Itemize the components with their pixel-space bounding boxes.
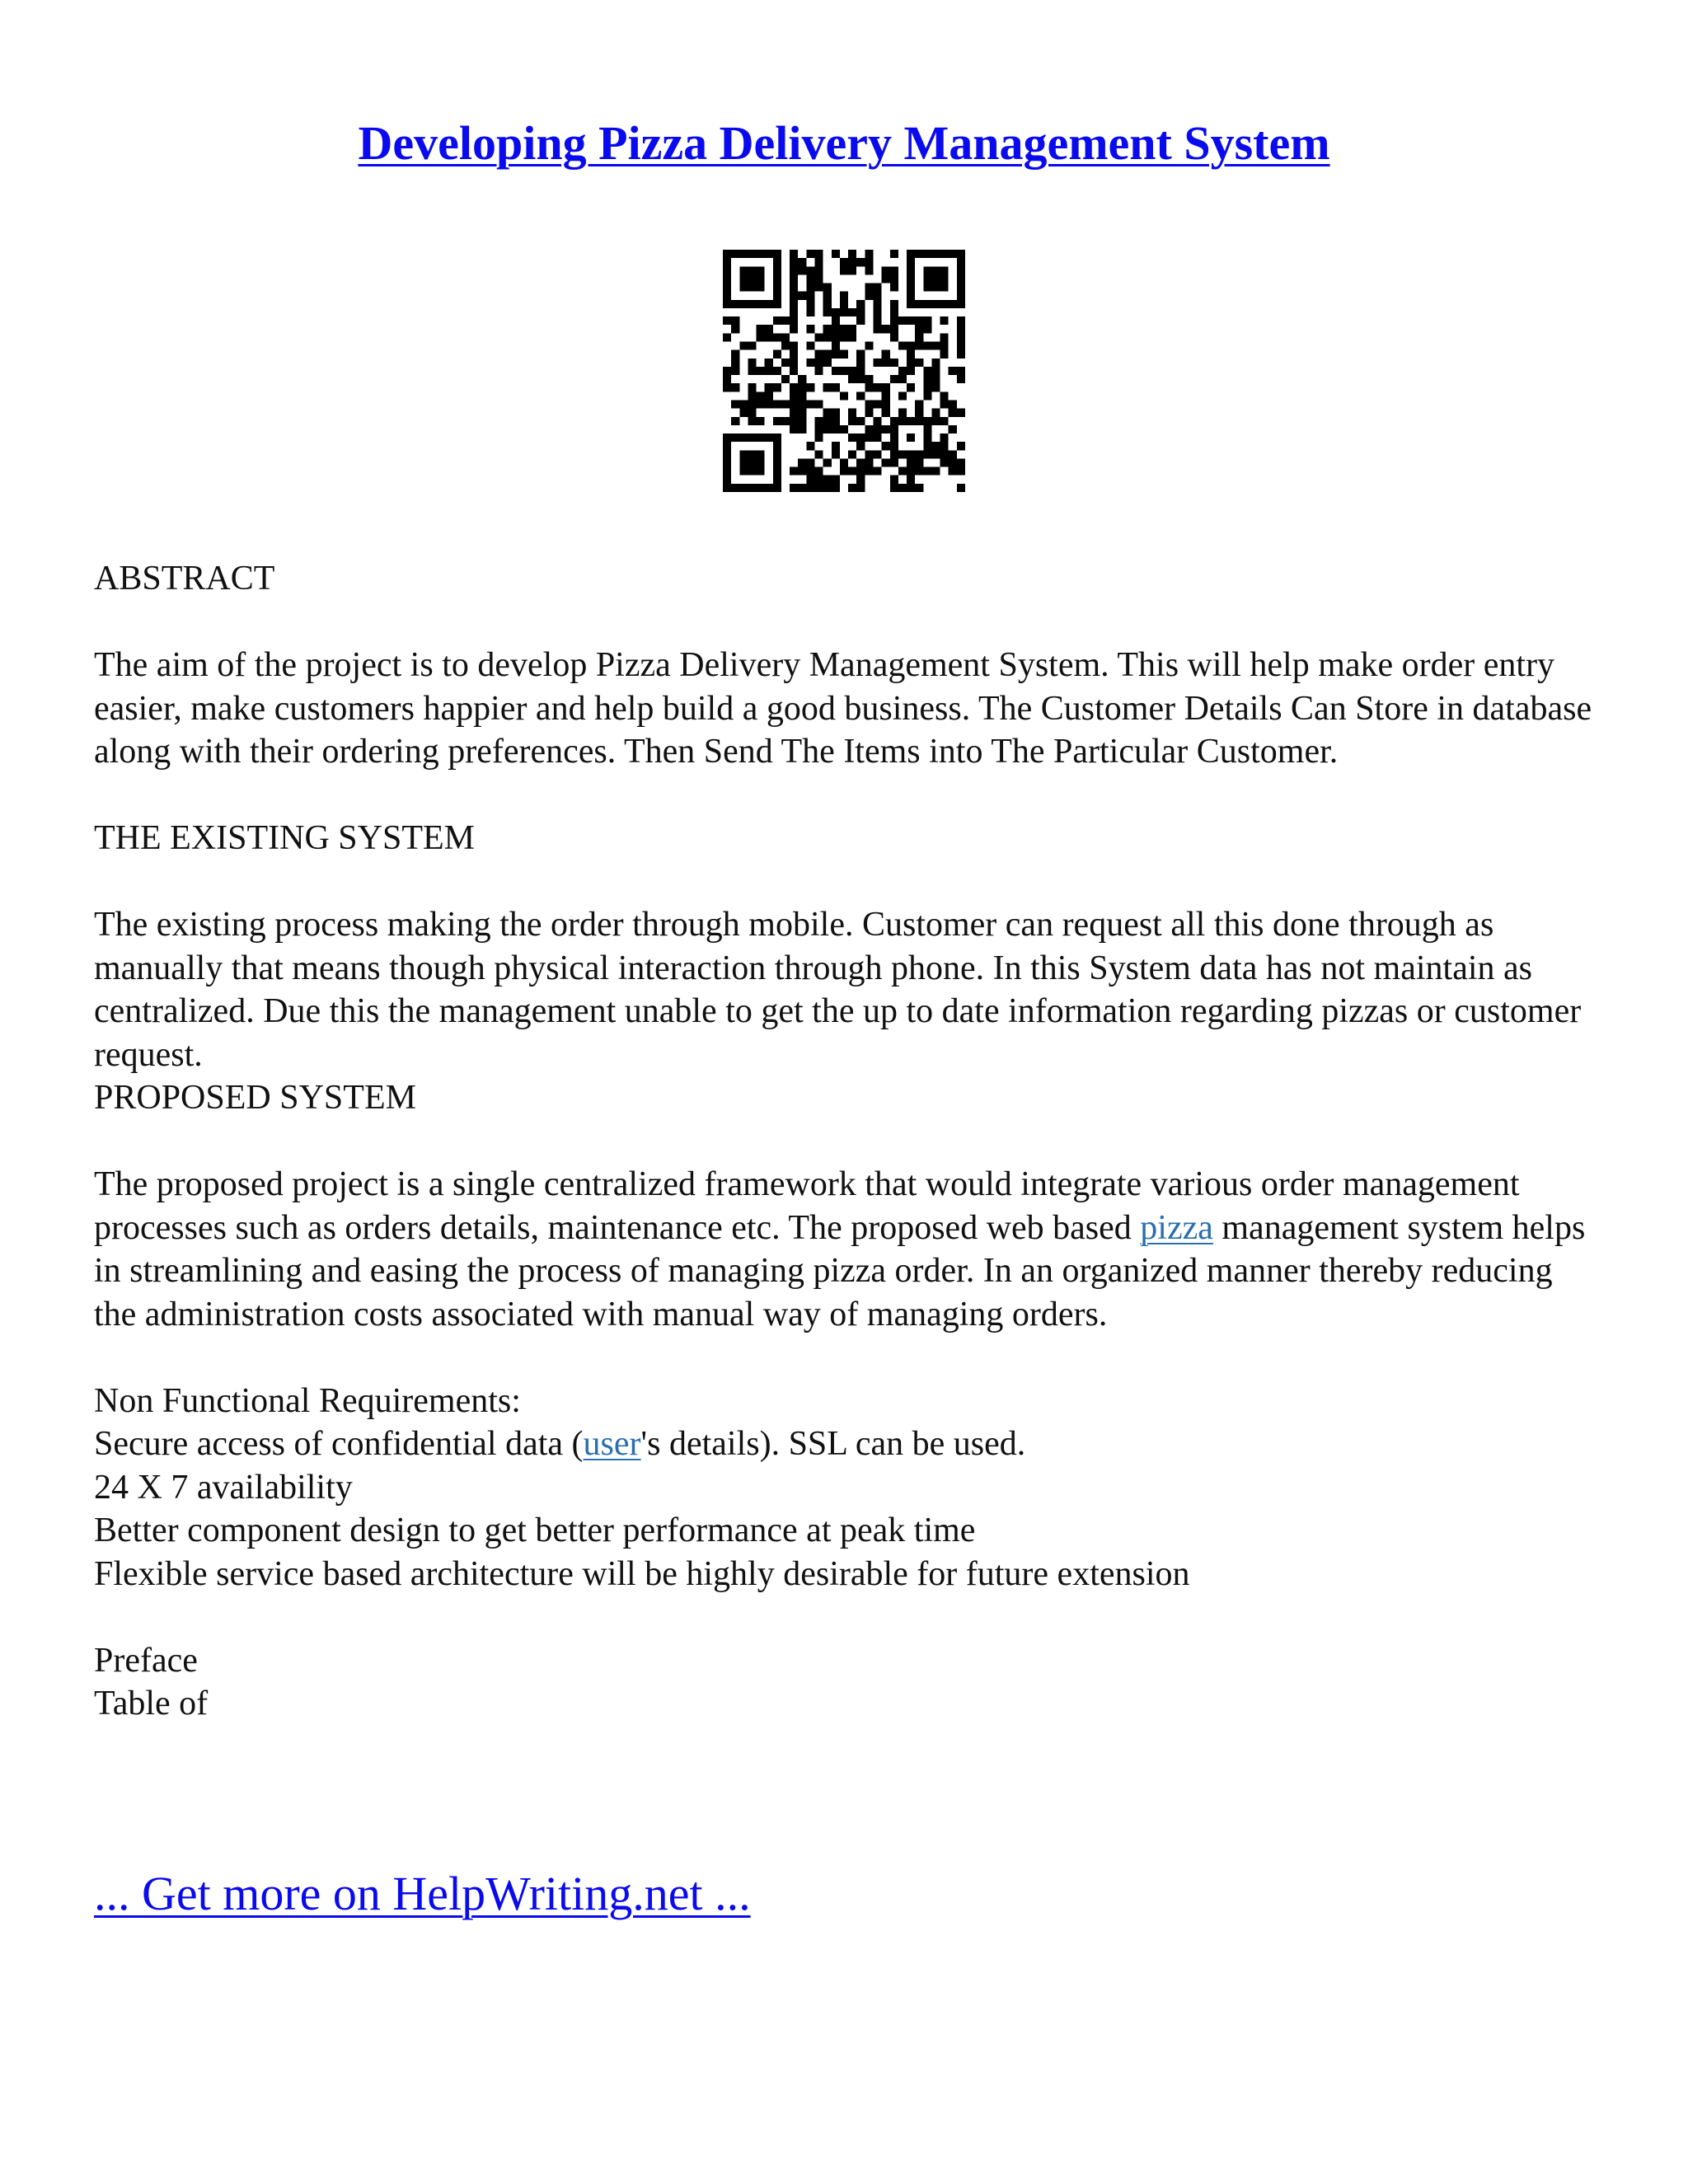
abstract-heading: ABSTRACT	[94, 560, 275, 598]
proposed-text-start: The proposed project is a single centralized framework that would integrate various order management processes such as orders details, maintenance etc. The proposed web based	[94, 1165, 1520, 1247]
proposed-system-paragraph	[94, 1163, 1602, 1336]
proposed-system-heading: PROPOSED SYSTEM	[94, 1079, 416, 1117]
proposed-text-end: management system helps in streamlining and easing the process of managing pizza order. In an organized manner thereby reducing the administration costs associated with manual way of managing orders.	[94, 1208, 1586, 1333]
existing-system-heading: THE EXISTING SYSTEM	[94, 819, 475, 857]
qr-code-icon	[723, 250, 965, 492]
pizza-link[interactable]: pizza	[1140, 1208, 1213, 1247]
nfr-item-performance: Better component design to get better performance at peak time	[94, 1511, 976, 1549]
nfr-item-secure-access	[94, 1422, 1602, 1466]
nfr-item1-start: Secure access of confidential data (	[94, 1425, 584, 1463]
get-more-link[interactable]: ... Get more on HelpWriting.net ...	[94, 1867, 751, 1920]
nfr-item-architecture: Flexible service based architecture will be highly desirable for future extension	[94, 1554, 1190, 1593]
preface-label: Preface	[94, 1641, 198, 1680]
existing-system-paragraph: The existing process making the order through mobile. Customer can request all this done through as manually that means though physical interaction through phone. In this System data has not maintain as centralized. Due this the management unable to get the up to date information regarding pizzas or customer request.	[94, 906, 1582, 1074]
nfr-heading: Non Functional Requirements:	[94, 1381, 521, 1420]
abstract-paragraph: The aim of the project is to develop Pizza Delivery Management System. This will help make order entry easier, make customers happier and help build a good business. The Customer Details Can Store in database along with their ordering preferences. Then Send The Items into The Particular Customer.	[94, 646, 1592, 771]
title-link[interactable]: Developing Pizza Delivery Management System	[358, 116, 1330, 170]
nfr-item-availability: 24 X 7 availability	[94, 1468, 353, 1507]
nfr-item1-end: 's details). SSL can be used.	[640, 1425, 1026, 1463]
document-body	[94, 557, 1602, 1726]
get-more-line	[94, 1864, 751, 1924]
user-link[interactable]: user	[583, 1425, 641, 1463]
document-title	[0, 114, 1688, 173]
table-of-label: Table of	[94, 1685, 209, 1722]
